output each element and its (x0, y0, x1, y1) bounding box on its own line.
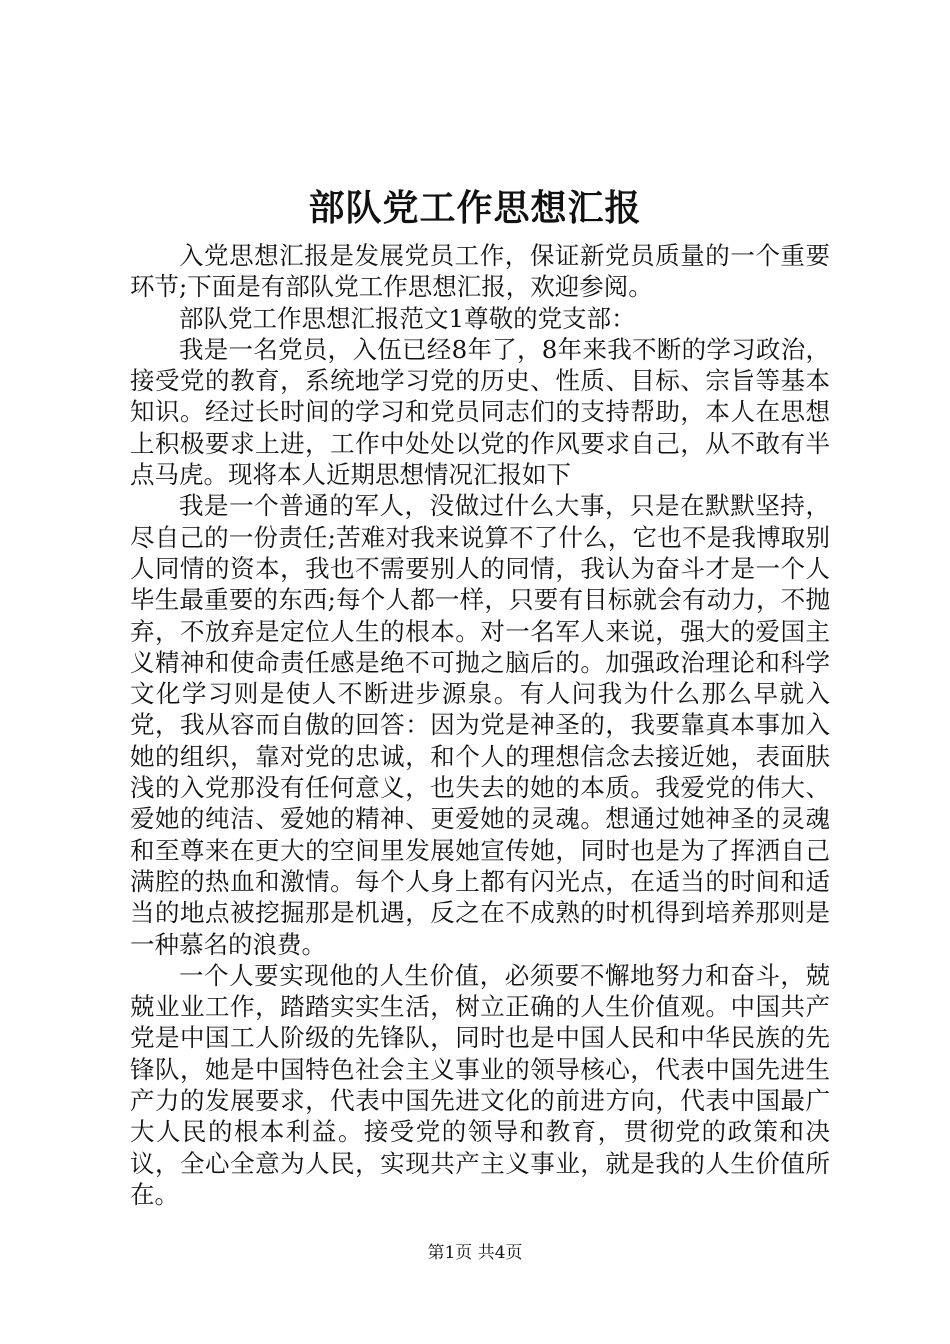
paragraph-background: 我是一名党员，入伍已经8年了，8年来我不断的学习政治，接受党的教育，系统地学习党的历史、性质、目标、宗旨等基本知识。经过长时间的学习和党员同志们的支持帮助，本人在思想上积极要求上进，工作中处处以党的作风要求自己，从不敢有半点马虎。现将本人近期思想情况汇报如下 (130, 334, 830, 490)
paragraph-reflection: 我是一个普通的军人，没做过什么大事，只是在默默坚持，尽自己的一份责任;苦难对我来说算不了什么，它也不是我博取别人同情的资本，我也不需要别人的同情，我认为奋斗才是一个人毕生最重要的东西;每个人都一样，只要有目标就会有动力，不抛弃，不放弃是定位人生的根本。对一名军人来说，强大的爱国主义精神和使命责任感是绝不可抛之脑后的。加强政治理论和科学文化学习则是使人不断进步源泉。有人问我为什么那么早就入党，我从容而自傲的回答：因为党是神圣的，我要靠真本事加入她的组织，靠对党的忠诚，和个人的理想信念去接近她，表面肤浅的入党那没有任何意义，也失去的她的本质。我爱党的伟大、爱她的纯洁、爱她的精神、更爱她的灵魂。想通过她神圣的灵魂和至尊来在更大的空间里发展她宣传她，同时也是为了挥洒自己满腔的热血和激情。每个人身上都有闪光点，在适当的时间和适当的地点被挖掘那是机遇，反之在不成熟的时机得到培养那则是一种慕名的浪费。 (130, 491, 830, 959)
document-body (130, 240, 830, 1210)
paragraph-life-value: 一个人要实现他的人生价值，必须要不懈地努力和奋斗，兢兢业业工作，踏踏实实生活，树立正确的人生价值观。中国共产党是中国工人阶级的先锋队，同时也是中国人民和中华民族的先锋队，她是中国特色社会主义事业的领导核心，代表中国先进生产力的发展要求，代表中国先进文化的前进方向，代表中国最广大人民的根本利益。接受党的领导和教育，贯彻党的政策和决议，全心全意为人民，实现共产主义事业，就是我的人生价值所在。 (130, 960, 830, 1209)
paragraph-intro: 入党思想汇报是发展党员工作，保证新党员质量的一个重要环节;下面是有部队党工作思想汇报，欢迎参阅。 (130, 241, 830, 302)
paragraph-salutation: 部队党工作思想汇报范文1尊敬的党支部： (179, 303, 636, 333)
page-number: 第1页 共4页 (427, 1243, 523, 1263)
document-title: 部队党工作思想汇报 (308, 187, 642, 229)
